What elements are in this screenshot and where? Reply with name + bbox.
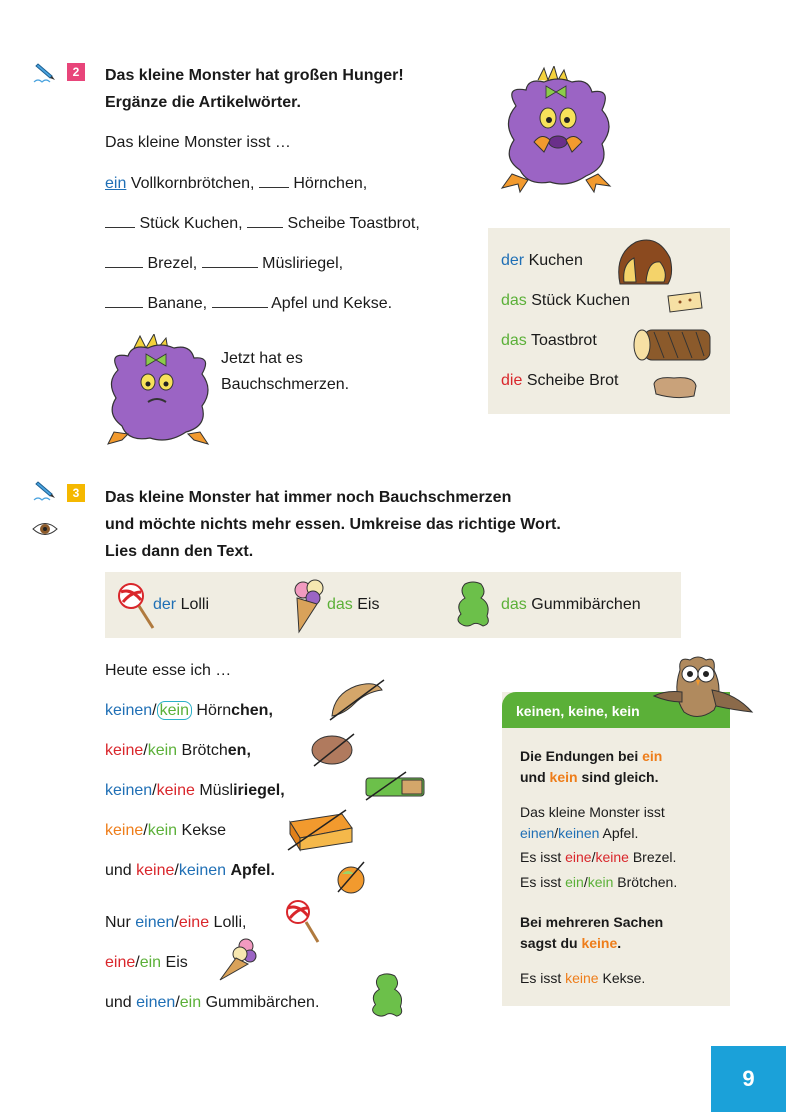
vocab-box (488, 228, 730, 414)
word-option[interactable]: eine (105, 954, 136, 971)
slash: / (174, 914, 179, 931)
slash: / (152, 782, 157, 799)
word-option[interactable]: keine (105, 742, 144, 759)
fill-text: Scheibe Toastbrot, (287, 215, 420, 232)
slash: / (591, 849, 596, 865)
article: das (501, 292, 527, 309)
lollipop-icon (117, 582, 157, 630)
noun: Lolli (180, 596, 210, 613)
apple-icon (332, 858, 370, 896)
exercise-3-intro: Heute esse ich … (105, 662, 232, 679)
vocab-item (501, 292, 630, 310)
rule-text: sind gleich. (577, 769, 659, 785)
word-option[interactable]: ein (179, 994, 202, 1011)
word-option[interactable]: keine (136, 862, 175, 879)
noun-ending: en, (227, 742, 251, 759)
choice-line-3 (105, 782, 285, 800)
monster-caption (221, 346, 349, 398)
noun: Müsl (199, 782, 234, 799)
rule-text: Es isst (520, 874, 566, 890)
vocab-strip (105, 572, 681, 638)
rule-text: Brezel. (628, 849, 677, 865)
vocab-item (501, 372, 618, 390)
noun: Eis (357, 596, 380, 613)
exercise-2-heading (105, 62, 404, 116)
noun: Brötch (181, 742, 228, 759)
article: das (501, 596, 527, 613)
rule-text: sagst du (520, 935, 582, 951)
fill-text: Müsliriegel, (262, 255, 344, 272)
exercise-number-badge: 3 (67, 484, 85, 502)
example-word: einen (520, 825, 555, 841)
choice-line-5 (105, 862, 275, 880)
noun: Gummibärchen (531, 596, 641, 613)
vocab-item (153, 596, 209, 614)
noun: Eis (165, 954, 188, 971)
heading-line: Das kleine Monster hat immer noch Bauchschmerzen (105, 489, 512, 506)
cake-icon (612, 234, 674, 286)
slash: / (152, 702, 157, 719)
noun: Hörn (196, 702, 232, 719)
rule-text: Es isst (520, 849, 566, 865)
rule-text: Kekse. (598, 970, 646, 986)
example-word: eine (565, 849, 592, 865)
pencil-icon (32, 60, 60, 84)
word-option[interactable]: keinen (178, 862, 227, 879)
word-option[interactable]: keinen (105, 702, 153, 719)
heading-line: und möchte nichts mehr essen. Umkreise das richtige Wort. (105, 516, 561, 533)
slash: / (135, 954, 140, 971)
exercise-2-intro: Das kleine Monster isst … (105, 134, 291, 151)
fill-text: Brezel, (147, 255, 198, 272)
monster-illustration (498, 66, 618, 198)
gummy-bear-icon (366, 972, 408, 1020)
rule-text: Apfel. (599, 825, 639, 841)
rule-2 (520, 912, 663, 954)
example-answer: ein (105, 175, 127, 192)
noun-ending: iriegel, (233, 782, 285, 799)
rule-example-2 (520, 847, 676, 868)
choice-line-4 (105, 822, 226, 840)
exercise-3-heading (105, 484, 561, 565)
slash: / (554, 825, 559, 841)
noun: Stück Kuchen (531, 292, 630, 309)
noun: Apfel. (230, 862, 275, 879)
owl-illustration (650, 650, 756, 728)
article: der (153, 596, 177, 613)
prefix: und (105, 862, 132, 879)
rule-1 (520, 746, 662, 788)
choice-line-1 (105, 702, 273, 720)
heading-line: Lies dann den Text. (105, 543, 254, 560)
fill-line-2 (105, 214, 420, 233)
prefix: Nur (105, 914, 131, 931)
word-option[interactable]: einen (135, 914, 175, 931)
rule-text: Es isst (520, 970, 566, 986)
word-option[interactable]: eine (178, 914, 210, 931)
cake-slice-icon (666, 290, 704, 314)
gummy-bear-icon (453, 580, 493, 630)
bread-roll-icon (306, 730, 358, 770)
eye-icon (32, 520, 58, 538)
rule-text: und (520, 769, 550, 785)
fill-text: Stück Kuchen, (139, 215, 243, 232)
rule-text: Bei mehreren Sachen (520, 914, 664, 930)
highlight: kein (549, 769, 578, 785)
choice-line-7 (105, 954, 188, 972)
bread-loaf-icon (630, 326, 714, 364)
rule-example-4 (520, 968, 645, 989)
article: die (501, 372, 523, 389)
word-option[interactable]: kein (147, 822, 178, 839)
noun: Toastbrot (530, 332, 597, 349)
cereal-bar-icon (362, 770, 428, 804)
fill-text: Apfel und Kekse. (271, 295, 393, 312)
blank-field[interactable] (247, 214, 283, 228)
word-option[interactable]: keinen (105, 782, 153, 799)
noun: Kuchen (528, 252, 583, 269)
slash: / (175, 994, 180, 1011)
choice-line-6 (105, 914, 246, 932)
example-word: keine (595, 849, 629, 865)
noun: Scheibe Brot (526, 372, 619, 389)
fill-text: Hörnchen, (293, 175, 368, 192)
slash: / (143, 742, 148, 759)
blank-field[interactable] (105, 294, 143, 308)
caption-line: Jetzt hat es (221, 350, 303, 367)
rule-text: . (617, 935, 622, 951)
fill-line-1 (105, 174, 367, 193)
vocab-item (501, 252, 583, 270)
word-option[interactable]: kein (147, 742, 178, 759)
exercise-number-badge: 2 (67, 63, 85, 81)
cookie-box-icon (284, 806, 356, 852)
example-word: ein (565, 874, 584, 890)
rule-example-3 (520, 872, 677, 893)
heading-line: Das kleine Monster hat großen Hunger! (105, 67, 404, 84)
choice-line-8 (105, 994, 319, 1012)
vocab-item (327, 596, 379, 614)
blank-field[interactable] (259, 174, 289, 188)
article: das (327, 596, 353, 613)
blank-field[interactable] (202, 254, 258, 268)
slash: / (174, 862, 179, 879)
croissant-icon (326, 676, 388, 724)
fill-line-4 (105, 294, 392, 313)
article: der (501, 252, 525, 269)
vocab-item (501, 332, 597, 350)
highlight: ein (642, 748, 663, 764)
slash: / (583, 874, 588, 890)
noun: Kekse (181, 822, 226, 839)
blank-field[interactable] (105, 214, 135, 228)
bread-slice-icon (652, 374, 698, 400)
noun: Lolli, (213, 914, 247, 931)
pencil-icon (32, 478, 60, 502)
monster-illustration (104, 334, 214, 448)
page-number: 9 (711, 1046, 786, 1112)
prefix: und (105, 994, 132, 1011)
blank-field[interactable] (105, 254, 143, 268)
word-option[interactable]: keine (156, 782, 195, 799)
word-option[interactable]: keine (105, 822, 144, 839)
fill-text: Vollkornbrötchen, (130, 175, 255, 192)
word-option-circled[interactable]: kein (157, 701, 192, 720)
ice-cream-icon (291, 578, 327, 634)
rules-title: keinen, keine, kein (502, 692, 730, 728)
heading-line: Ergänze die Artikelwörter. (105, 94, 301, 111)
highlight: keine (581, 935, 618, 951)
choice-line-2 (105, 742, 251, 760)
noun-ending: chen, (231, 702, 273, 719)
rule-example-1 (520, 802, 665, 844)
blank-field[interactable] (212, 294, 268, 308)
noun: Gummibärchen. (205, 994, 320, 1011)
grammar-rules-box (502, 692, 730, 1006)
ice-cream-icon (216, 936, 258, 982)
fill-text: Banane, (147, 295, 208, 312)
example-word: keine (565, 970, 599, 986)
caption-line: Bauchschmerzen. (221, 376, 350, 393)
fill-line-3 (105, 254, 343, 273)
slash: / (143, 822, 148, 839)
vocab-item (501, 596, 641, 614)
lollipop-icon (284, 898, 324, 944)
article: das (501, 332, 527, 349)
word-option[interactable]: einen (136, 994, 176, 1011)
example-word: keinen (558, 825, 600, 841)
word-option[interactable]: ein (139, 954, 162, 971)
example-word: kein (587, 874, 614, 890)
rule-text: Brötchen. (613, 874, 678, 890)
rule-text: Das kleine Monster isst (520, 804, 665, 820)
rule-text: Die Endungen bei (520, 748, 643, 764)
